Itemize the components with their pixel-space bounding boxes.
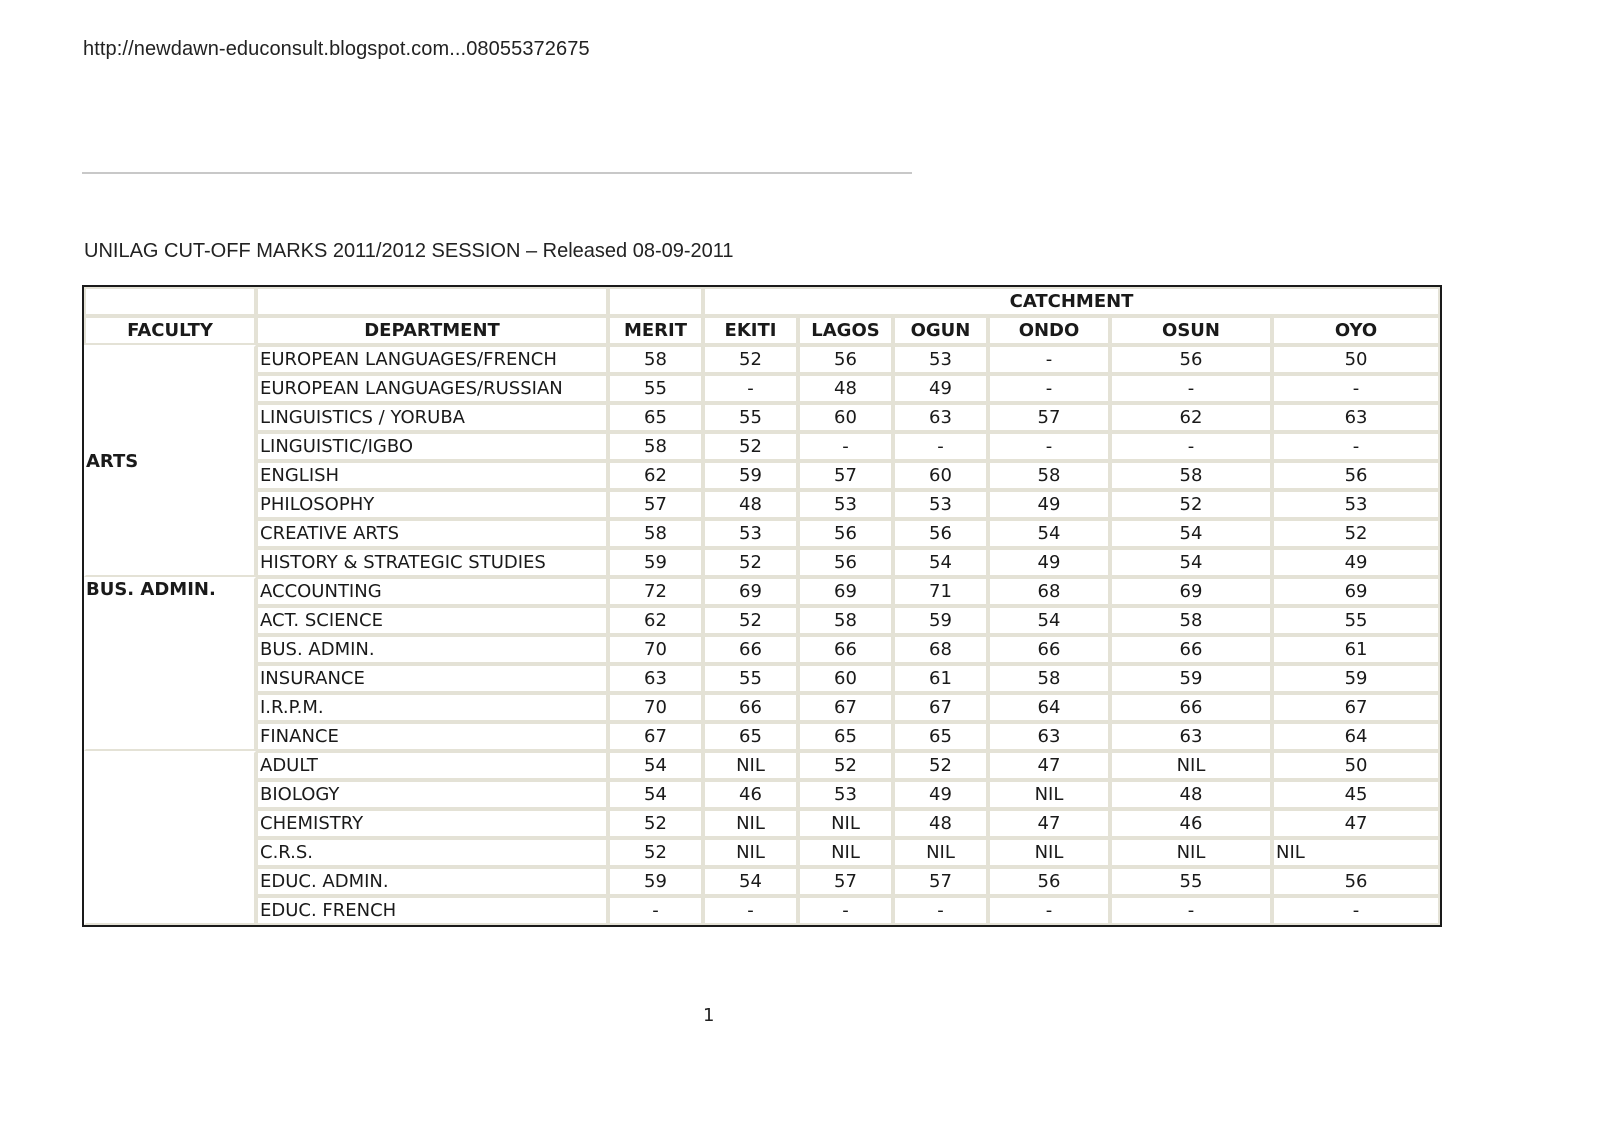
- table-row: [84, 490, 1440, 519]
- osun-mark-cell: 48: [1110, 780, 1272, 809]
- ekiti-mark-cell: 52: [703, 432, 798, 461]
- blank-header-cell: [256, 287, 608, 316]
- header-url: http://newdawn-educonsult.blogspot.com...08055372675: [83, 38, 590, 60]
- ogun-mark-cell: 49: [893, 374, 988, 403]
- ekiti-mark-cell: 65: [703, 722, 798, 751]
- table-row: [84, 374, 1440, 403]
- table-row: [84, 664, 1440, 693]
- department-cell: BIOLOGY: [256, 780, 608, 809]
- oyo-mark-cell: -: [1272, 432, 1440, 461]
- ondo-mark-cell: 57: [988, 403, 1110, 432]
- ogun-mark-cell: 57: [893, 867, 988, 896]
- merit-mark-cell: 59: [608, 867, 703, 896]
- ondo-mark-cell: NIL: [988, 838, 1110, 867]
- osun-mark-cell: -: [1110, 432, 1272, 461]
- department-cell: I.R.P.M.: [256, 693, 608, 722]
- table-row: [84, 606, 1440, 635]
- department-cell: ACCOUNTING: [256, 577, 608, 606]
- lagos-mark-cell: 66: [798, 635, 893, 664]
- lagos-mark-cell: -: [798, 896, 893, 925]
- oyo-mark-cell: 63: [1272, 403, 1440, 432]
- table-row: [84, 577, 1440, 606]
- oyo-mark-cell: -: [1272, 374, 1440, 403]
- merit-mark-cell: 63: [608, 664, 703, 693]
- merit-mark-cell: 54: [608, 780, 703, 809]
- lagos-mark-cell: NIL: [798, 809, 893, 838]
- department-cell: LINGUISTICS / YORUBA: [256, 403, 608, 432]
- lagos-mark-cell: 56: [798, 519, 893, 548]
- document-title: UNILAG CUT-OFF MARKS 2011/2012 SESSION – Released 08-09-2011: [84, 240, 734, 262]
- osun-mark-cell: 59: [1110, 664, 1272, 693]
- ekiti-mark-cell: NIL: [703, 809, 798, 838]
- ondo-mark-cell: 49: [988, 548, 1110, 577]
- merit-mark-cell: 57: [608, 490, 703, 519]
- ondo-mark-cell: 58: [988, 461, 1110, 490]
- oyo-mark-cell: 69: [1272, 577, 1440, 606]
- merit-mark-cell: 54: [608, 751, 703, 780]
- ogun-mark-cell: 48: [893, 809, 988, 838]
- ekiti-mark-cell: 46: [703, 780, 798, 809]
- faculty-cell: [84, 751, 256, 925]
- ogun-mark-cell: 53: [893, 345, 988, 374]
- oyo-mark-cell: 49: [1272, 548, 1440, 577]
- osun-mark-cell: 55: [1110, 867, 1272, 896]
- department-cell: ACT. SCIENCE: [256, 606, 608, 635]
- oyo-mark-cell: -: [1272, 896, 1440, 925]
- oyo-mark-cell: 56: [1272, 461, 1440, 490]
- department-cell: CREATIVE ARTS: [256, 519, 608, 548]
- table-row: [84, 867, 1440, 896]
- merit-mark-cell: 67: [608, 722, 703, 751]
- lagos-mark-cell: 48: [798, 374, 893, 403]
- ogun-mark-cell: 67: [893, 693, 988, 722]
- table-row: [84, 838, 1440, 867]
- ondo-mark-cell: 66: [988, 635, 1110, 664]
- column-header-osun: OSUN: [1110, 316, 1272, 345]
- table-row: [84, 780, 1440, 809]
- ogun-mark-cell: 49: [893, 780, 988, 809]
- column-header-ekiti: EKITI: [703, 316, 798, 345]
- column-header-merit: MERIT: [608, 316, 703, 345]
- ekiti-mark-cell: 48: [703, 490, 798, 519]
- osun-mark-cell: NIL: [1110, 751, 1272, 780]
- ogun-mark-cell: 59: [893, 606, 988, 635]
- department-cell: INSURANCE: [256, 664, 608, 693]
- ekiti-mark-cell: -: [703, 374, 798, 403]
- ondo-mark-cell: 47: [988, 809, 1110, 838]
- department-cell: HISTORY & STRATEGIC STUDIES: [256, 548, 608, 577]
- osun-mark-cell: 58: [1110, 606, 1272, 635]
- oyo-mark-cell: 59: [1272, 664, 1440, 693]
- oyo-mark-cell: 47: [1272, 809, 1440, 838]
- ekiti-mark-cell: 55: [703, 403, 798, 432]
- ondo-mark-cell: 56: [988, 867, 1110, 896]
- merit-mark-cell: 52: [608, 809, 703, 838]
- osun-mark-cell: 63: [1110, 722, 1272, 751]
- horizontal-divider: [82, 172, 912, 174]
- ekiti-mark-cell: 55: [703, 664, 798, 693]
- column-header-ondo: ONDO: [988, 316, 1110, 345]
- ekiti-mark-cell: NIL: [703, 838, 798, 867]
- ekiti-mark-cell: -: [703, 896, 798, 925]
- column-header-row: [84, 316, 1440, 345]
- osun-mark-cell: 66: [1110, 635, 1272, 664]
- lagos-mark-cell: 60: [798, 403, 893, 432]
- ondo-mark-cell: -: [988, 896, 1110, 925]
- column-header-oyo: OYO: [1272, 316, 1440, 345]
- ekiti-mark-cell: 52: [703, 606, 798, 635]
- ekiti-mark-cell: 66: [703, 693, 798, 722]
- lagos-mark-cell: 67: [798, 693, 893, 722]
- merit-mark-cell: 59: [608, 548, 703, 577]
- merit-mark-cell: 58: [608, 432, 703, 461]
- ogun-mark-cell: 61: [893, 664, 988, 693]
- merit-mark-cell: 58: [608, 519, 703, 548]
- lagos-mark-cell: 57: [798, 867, 893, 896]
- department-cell: EUROPEAN LANGUAGES/FRENCH: [256, 345, 608, 374]
- blank-header-cell: [608, 287, 703, 316]
- ogun-mark-cell: -: [893, 896, 988, 925]
- department-cell: ENGLISH: [256, 461, 608, 490]
- merit-mark-cell: -: [608, 896, 703, 925]
- department-cell: C.R.S.: [256, 838, 608, 867]
- merit-mark-cell: 65: [608, 403, 703, 432]
- oyo-mark-cell: 52: [1272, 519, 1440, 548]
- lagos-mark-cell: 52: [798, 751, 893, 780]
- lagos-mark-cell: 57: [798, 461, 893, 490]
- ogun-mark-cell: 68: [893, 635, 988, 664]
- table-row: [84, 722, 1440, 751]
- ogun-mark-cell: 60: [893, 461, 988, 490]
- oyo-mark-cell: 56: [1272, 867, 1440, 896]
- oyo-mark-cell: 64: [1272, 722, 1440, 751]
- ondo-mark-cell: 68: [988, 577, 1110, 606]
- osun-mark-cell: -: [1110, 374, 1272, 403]
- ondo-mark-cell: 47: [988, 751, 1110, 780]
- merit-mark-cell: 72: [608, 577, 703, 606]
- ondo-mark-cell: -: [988, 345, 1110, 374]
- column-header-lagos: LAGOS: [798, 316, 893, 345]
- ekiti-mark-cell: NIL: [703, 751, 798, 780]
- cutoff-marks-table-container: [82, 285, 1438, 927]
- osun-mark-cell: 54: [1110, 548, 1272, 577]
- department-cell: EDUC. FRENCH: [256, 896, 608, 925]
- page-number: 1: [703, 1005, 715, 1026]
- department-cell: CHEMISTRY: [256, 809, 608, 838]
- ondo-mark-cell: 54: [988, 519, 1110, 548]
- lagos-mark-cell: 56: [798, 548, 893, 577]
- table-row: [84, 635, 1440, 664]
- ekiti-mark-cell: 52: [703, 345, 798, 374]
- column-header-ogun: OGUN: [893, 316, 988, 345]
- faculty-cell: ARTS: [84, 345, 256, 577]
- ogun-mark-cell: 53: [893, 490, 988, 519]
- department-cell: FINANCE: [256, 722, 608, 751]
- osun-mark-cell: -: [1110, 896, 1272, 925]
- ogun-mark-cell: 52: [893, 751, 988, 780]
- ondo-mark-cell: 58: [988, 664, 1110, 693]
- lagos-mark-cell: 69: [798, 577, 893, 606]
- table-row: [84, 693, 1440, 722]
- table-row: [84, 751, 1440, 780]
- department-cell: LINGUISTIC/IGBO: [256, 432, 608, 461]
- department-cell: PHILOSOPHY: [256, 490, 608, 519]
- oyo-mark-cell: 45: [1272, 780, 1440, 809]
- osun-mark-cell: 66: [1110, 693, 1272, 722]
- ogun-mark-cell: 71: [893, 577, 988, 606]
- ogun-mark-cell: 65: [893, 722, 988, 751]
- ogun-mark-cell: 56: [893, 519, 988, 548]
- oyo-mark-cell: NIL: [1272, 838, 1440, 867]
- oyo-mark-cell: 50: [1272, 345, 1440, 374]
- ondo-mark-cell: 63: [988, 722, 1110, 751]
- department-cell: EDUC. ADMIN.: [256, 867, 608, 896]
- lagos-mark-cell: 53: [798, 490, 893, 519]
- osun-mark-cell: 56: [1110, 345, 1272, 374]
- ekiti-mark-cell: 54: [703, 867, 798, 896]
- table-row: [84, 461, 1440, 490]
- ogun-mark-cell: 63: [893, 403, 988, 432]
- lagos-mark-cell: 65: [798, 722, 893, 751]
- merit-mark-cell: 62: [608, 461, 703, 490]
- cutoff-marks-table: [82, 285, 1442, 927]
- column-header-faculty: FACULTY: [84, 316, 256, 345]
- osun-mark-cell: 46: [1110, 809, 1272, 838]
- merit-mark-cell: 55: [608, 374, 703, 403]
- table-row: [84, 432, 1440, 461]
- merit-mark-cell: 70: [608, 635, 703, 664]
- blank-header-cell: [84, 287, 256, 316]
- ogun-mark-cell: -: [893, 432, 988, 461]
- ogun-mark-cell: NIL: [893, 838, 988, 867]
- ekiti-mark-cell: 66: [703, 635, 798, 664]
- ekiti-mark-cell: 59: [703, 461, 798, 490]
- ondo-mark-cell: NIL: [988, 780, 1110, 809]
- osun-mark-cell: 52: [1110, 490, 1272, 519]
- lagos-mark-cell: -: [798, 432, 893, 461]
- table-row: [84, 519, 1440, 548]
- osun-mark-cell: 62: [1110, 403, 1272, 432]
- table-row: [84, 548, 1440, 577]
- group-header-row: [84, 287, 1440, 316]
- oyo-mark-cell: 53: [1272, 490, 1440, 519]
- table-row: [84, 896, 1440, 925]
- lagos-mark-cell: 56: [798, 345, 893, 374]
- table-row: [84, 345, 1440, 374]
- column-header-department: DEPARTMENT: [256, 316, 608, 345]
- merit-mark-cell: 52: [608, 838, 703, 867]
- ekiti-mark-cell: 52: [703, 548, 798, 577]
- ondo-mark-cell: -: [988, 432, 1110, 461]
- osun-mark-cell: 69: [1110, 577, 1272, 606]
- merit-mark-cell: 62: [608, 606, 703, 635]
- department-cell: ADULT: [256, 751, 608, 780]
- oyo-mark-cell: 61: [1272, 635, 1440, 664]
- table-row: [84, 809, 1440, 838]
- merit-mark-cell: 58: [608, 345, 703, 374]
- ekiti-mark-cell: 69: [703, 577, 798, 606]
- faculty-cell: BUS. ADMIN.: [84, 577, 256, 751]
- oyo-mark-cell: 55: [1272, 606, 1440, 635]
- oyo-mark-cell: 67: [1272, 693, 1440, 722]
- lagos-mark-cell: 58: [798, 606, 893, 635]
- ondo-mark-cell: 64: [988, 693, 1110, 722]
- lagos-mark-cell: 60: [798, 664, 893, 693]
- merit-mark-cell: 70: [608, 693, 703, 722]
- ekiti-mark-cell: 53: [703, 519, 798, 548]
- osun-mark-cell: 58: [1110, 461, 1272, 490]
- table-row: [84, 403, 1440, 432]
- oyo-mark-cell: 50: [1272, 751, 1440, 780]
- department-cell: EUROPEAN LANGUAGES/RUSSIAN: [256, 374, 608, 403]
- lagos-mark-cell: NIL: [798, 838, 893, 867]
- ondo-mark-cell: 49: [988, 490, 1110, 519]
- ondo-mark-cell: 54: [988, 606, 1110, 635]
- catchment-header: CATCHMENT: [703, 287, 1440, 316]
- ogun-mark-cell: 54: [893, 548, 988, 577]
- ondo-mark-cell: -: [988, 374, 1110, 403]
- department-cell: BUS. ADMIN.: [256, 635, 608, 664]
- osun-mark-cell: NIL: [1110, 838, 1272, 867]
- osun-mark-cell: 54: [1110, 519, 1272, 548]
- lagos-mark-cell: 53: [798, 780, 893, 809]
